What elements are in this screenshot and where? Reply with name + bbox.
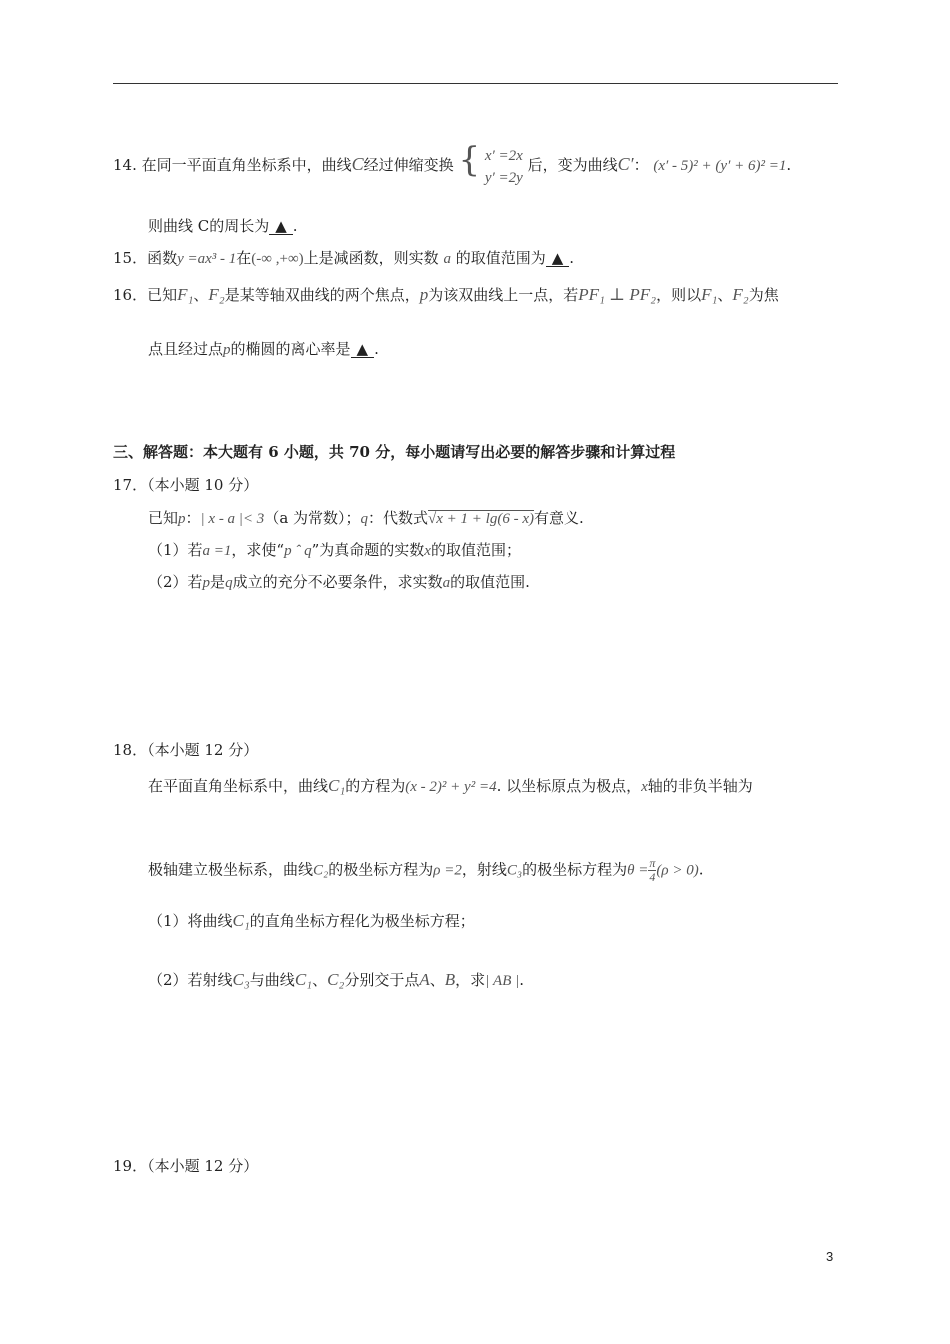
q17-x: x	[424, 543, 431, 559]
left-brace: {	[458, 140, 481, 180]
q17-a-value: a =1	[202, 543, 232, 559]
page-number: 3	[826, 1249, 834, 1264]
q17-p: p	[178, 511, 186, 527]
q18-x: x	[641, 779, 648, 795]
q18-text: 的直角坐标方程化为极坐标方程；	[249, 912, 475, 930]
q14-after: 后，变为曲线	[527, 156, 618, 174]
q18-text: . 以坐标原点为极点，	[496, 777, 642, 795]
q18-c3: C₃	[232, 970, 250, 989]
q14-dot: .	[786, 156, 792, 174]
question-14-line-2	[148, 216, 298, 236]
q18-text: ，求	[455, 971, 486, 989]
q16-f1: F₁	[177, 285, 194, 304]
q18-point-a: A	[419, 970, 430, 989]
q16-line2-b: 的椭圆的离心率是	[230, 340, 351, 358]
q14-mid: 经过伸缩变换	[363, 156, 454, 174]
q18-c3: C₃	[506, 862, 523, 879]
q18-point-b: B	[444, 970, 456, 989]
q17-text: （1）若	[148, 541, 203, 559]
header-rule	[113, 83, 838, 84]
question-14-line-1	[113, 140, 792, 189]
q17-p: p	[202, 575, 211, 591]
q14-curve-c-prime: C′	[617, 154, 634, 174]
denominator: 4	[649, 870, 656, 884]
q18-c2: C₂	[327, 970, 345, 989]
q16-mid-3: ，则以	[656, 286, 702, 304]
q14-question: 则曲线 C的周长为	[148, 217, 270, 235]
q17-text: （2）若	[148, 573, 203, 591]
q16-mid: 是某等轴双曲线的两个焦点，	[224, 286, 420, 304]
q17-text: ”为真命题的实数	[311, 541, 425, 559]
q17-q: q	[360, 511, 369, 527]
q16-f1-b: F₁	[701, 285, 718, 304]
q18-condition: (ρ > 0)	[656, 862, 699, 879]
q18-text: 、	[312, 971, 328, 989]
q16-sep: 、	[193, 286, 209, 304]
q16-line2-a: 点且经过点	[148, 340, 224, 358]
question-16-line-1	[113, 285, 779, 305]
q17-q: q	[225, 575, 233, 591]
question-17-heading: 17．（本小题 10 分）	[113, 476, 259, 494]
q17-text: ，求使“	[231, 541, 285, 559]
q17-text: 已知	[148, 509, 179, 527]
q18-text: （2）若射线	[148, 971, 233, 989]
q18-rho: ρ =2	[433, 862, 462, 879]
q18-c1: C₁	[294, 970, 313, 989]
question-18-line-2	[148, 857, 703, 884]
q18-text: 的极坐标方程为	[522, 860, 628, 879]
question-17-part-1	[148, 540, 521, 561]
q17-text: 有意义.	[534, 509, 584, 527]
q18-text: .	[519, 971, 525, 989]
q17-text: ：代数式	[368, 509, 429, 527]
q18-c1: C₁	[232, 911, 250, 930]
question-18-part-1	[148, 911, 475, 931]
q17-a: a	[442, 575, 451, 591]
q16-condition: PF₁ ⊥ PF₂	[578, 285, 657, 304]
question-18-line-1	[148, 776, 753, 797]
q17-text: （a 为常数）；	[264, 509, 361, 527]
q14-curve-c: C	[351, 154, 364, 174]
q14-transform	[458, 140, 523, 189]
question-16-line-2	[148, 339, 379, 360]
q15-function: y =ax³ - 1	[177, 251, 237, 267]
q16-end: .	[374, 340, 379, 358]
q18-text: 轴的非负半轴为	[647, 777, 753, 795]
q17-expression: √x + 1 + lg(6 - x)	[428, 511, 534, 527]
q18-text: 与曲线	[249, 971, 295, 989]
q18-text: 极轴建立极坐标系，曲线	[148, 860, 314, 879]
q14-lead: 14. 在同一平面直角坐标系中，曲线	[113, 156, 352, 174]
q14-colon: ：	[633, 156, 649, 174]
q14-transform-row-2: y′ =2y	[484, 170, 523, 186]
q15-interval: (-∞ ,+∞)	[251, 251, 304, 267]
q18-ab: | AB |	[485, 973, 520, 989]
q18-text: 分别交于点	[344, 971, 420, 989]
question-17-premise	[148, 508, 584, 529]
q18-equation: (x - 2)² + y² =4	[405, 779, 497, 795]
numerator: π	[649, 856, 656, 870]
q16-tail: 为焦	[748, 286, 779, 304]
q18-text: .	[698, 860, 704, 879]
q16-p: p	[419, 285, 429, 304]
q16-sep-2: 、	[717, 286, 733, 304]
q18-text: ，射线	[461, 860, 507, 879]
q15-rest: 上是减函数，则实数	[303, 249, 439, 267]
q18-theta: θ =	[627, 862, 649, 879]
q17-text: 成立的充分不必要条件，求实数	[232, 573, 443, 591]
q17-text: 是	[210, 573, 226, 591]
q16-mid-2: 为该双曲线上一点，若	[428, 286, 579, 304]
q14-equation: (x′ - 5)² + (y′ + 6)² =1	[653, 158, 787, 174]
q15-lead: 15．函数	[113, 249, 178, 267]
q16-p-2: p	[223, 342, 231, 358]
question-18-heading: 18．（本小题 12 分）	[113, 741, 259, 759]
q16-lead: 16．已知	[113, 286, 178, 304]
question-17-part-2	[148, 572, 530, 593]
q15-rest-2: 的取值范围为	[455, 249, 546, 267]
q17-text: ：	[185, 509, 201, 527]
answer-blank: ▲	[546, 250, 570, 267]
q18-text: 、	[429, 971, 445, 989]
q16-f2: F₂	[208, 285, 225, 304]
section-3-heading: 三、解答题：本大题有 6 小题，共 70 分，每小题请写出必要的解答步骤和计算过程	[113, 443, 676, 461]
answer-blank: ▲	[351, 341, 375, 358]
q14-end: .	[292, 217, 298, 235]
q14-transform-row-1: x′ =2x	[484, 148, 523, 164]
q17-inequality: | x - a |< 3	[200, 511, 265, 527]
question-18-part-2	[148, 970, 524, 991]
q18-text: 的极坐标方程为	[328, 860, 434, 879]
q18-c2: C₂	[313, 862, 329, 879]
q15-end: .	[569, 249, 575, 267]
q18-text: （1）将曲线	[148, 912, 233, 930]
q15-a: a	[443, 251, 451, 267]
q17-p-and-q: p ˆ q	[284, 543, 312, 559]
question-15	[113, 248, 574, 269]
q18-text: 的方程为	[345, 777, 406, 795]
q18-c1: C₁	[328, 776, 346, 795]
q16-f2-b: F₂	[732, 285, 749, 304]
answer-blank: ▲	[269, 218, 293, 235]
q17-text: 的取值范围.	[450, 573, 530, 591]
q18-text: 在平面直角坐标系中，曲线	[148, 777, 329, 795]
q15-mid: 在	[236, 249, 252, 267]
q17-text: 的取值范围；	[430, 541, 521, 559]
question-19-heading: 19．（本小题 12 分）	[113, 1157, 259, 1175]
